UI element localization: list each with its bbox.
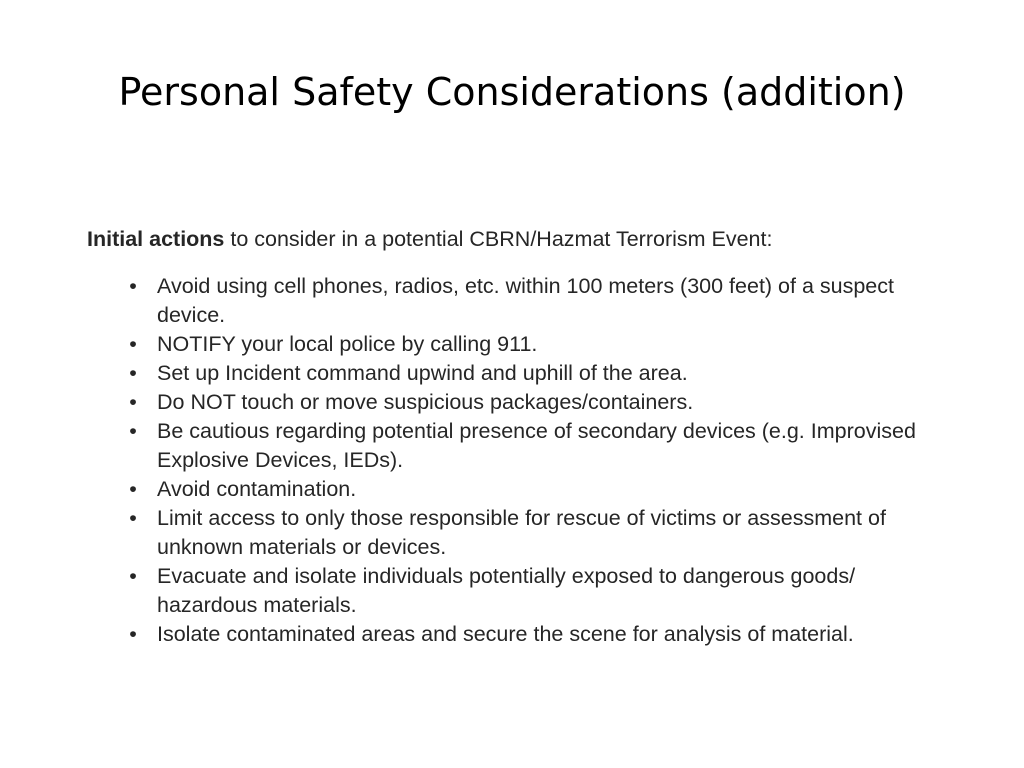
- list-item-text: Isolate contaminated areas and secure the scene for analysis of material.: [157, 622, 854, 646]
- list-item: [87, 475, 947, 504]
- list-item: [87, 417, 947, 475]
- list-item-text: Avoid using cell phones, radios, etc. within 100 meters (300 feet) of a suspect device.: [157, 274, 894, 327]
- list-item-text: Do NOT touch or move suspicious packages/containers.: [157, 390, 694, 414]
- intro-line: [87, 225, 947, 254]
- bullet-icon: •: [129, 564, 137, 588]
- list-item: [87, 359, 947, 388]
- bullet-icon: •: [129, 274, 137, 298]
- intro-text: to consider in a potential CBRN/Hazmat Terrorism Event:: [224, 227, 773, 251]
- initial-actions-list: [87, 272, 947, 649]
- list-item: [87, 562, 947, 620]
- list-item: [87, 504, 947, 562]
- intro-bold-text: Initial actions: [87, 227, 225, 251]
- slide-title: Personal Safety Considerations (addition): [118, 70, 906, 114]
- list-item: [87, 620, 947, 649]
- bullet-icon: •: [129, 506, 137, 530]
- list-item: [87, 330, 947, 359]
- list-item-text: NOTIFY your local police by calling 911.: [157, 332, 538, 356]
- list-item-text: Avoid contamination.: [157, 477, 357, 501]
- list-item: [87, 388, 947, 417]
- bullet-icon: •: [129, 361, 137, 385]
- bullet-icon: •: [129, 332, 137, 356]
- bullet-icon: •: [129, 622, 137, 646]
- list-item-text: Evacuate and isolate individuals potentially exposed to dangerous goods/ hazardous materials.: [157, 564, 856, 617]
- list-item-text: Be cautious regarding potential presence of secondary devices (e.g. Improvised Explosive Devices, IEDs).: [157, 419, 916, 472]
- list-item: [87, 272, 947, 330]
- list-item-text: Limit access to only those responsible for rescue of victims or assessment of unknown materials or devices.: [157, 506, 886, 559]
- slide-content: [87, 225, 947, 649]
- list-item-text: Set up Incident command upwind and uphill of the area.: [157, 361, 688, 385]
- bullet-icon: •: [129, 477, 137, 501]
- bullet-icon: •: [129, 390, 137, 414]
- bullet-icon: •: [129, 419, 137, 443]
